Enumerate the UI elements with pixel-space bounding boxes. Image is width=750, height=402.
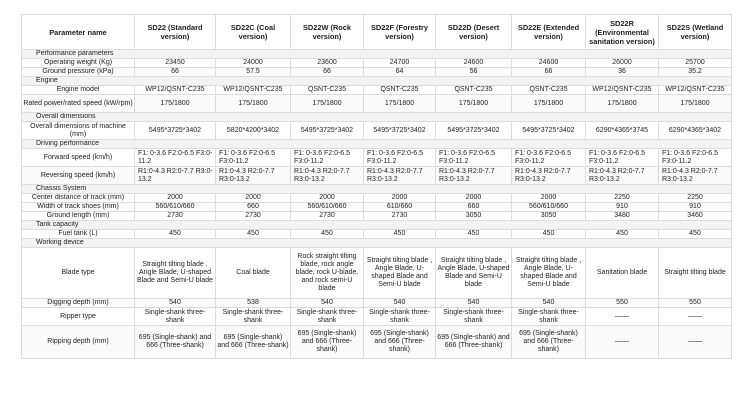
table-row [22,95,732,113]
table-row [22,68,732,77]
value-cell: 175/1800 [364,95,436,113]
section-row [22,140,732,149]
value-cell: 24000 [216,59,291,68]
value-cell: 540 [364,299,436,308]
value-cell: 695 (Single-shank) and 666 (Three-shank) [512,326,586,359]
table-row [22,203,732,212]
section-title: Tank capacity [22,221,732,230]
section-row [22,185,732,194]
value-cell: 3480 [586,212,659,221]
value-cell: —— [586,308,659,326]
value-cell: 2000 [436,194,512,203]
row-label: Forward speed (km/h) [22,149,135,167]
row-label: Engine model [22,86,135,95]
value-cell: 175/1800 [291,95,364,113]
section-title: Performance parameters [22,50,732,59]
value-cell: 66 [291,68,364,77]
value-cell: R1:0-4.3 R2:0-7.7 R3:0-13.2 [364,167,436,185]
table-row [22,299,732,308]
value-cell: Single-shank three-shank [512,308,586,326]
header-cell: SD22C (Coal version) [216,15,291,50]
value-cell: 24600 [436,59,512,68]
value-cell: 23450 [135,59,216,68]
row-label: Ground pressure (kPa) [22,68,135,77]
value-cell: 36 [586,68,659,77]
value-cell: 2250 [586,194,659,203]
value-cell: Straight tilting blade , Angle Blade, U-shaped Blade and Semi-U blade [135,248,216,299]
value-cell: Single-shank three-shank [135,308,216,326]
value-cell: 2730 [135,212,216,221]
section-title: Driving performance [22,140,732,149]
value-cell: 175/1800 [659,95,732,113]
value-cell: 660 [436,203,512,212]
value-cell: 64 [364,68,436,77]
value-cell: 538 [216,299,291,308]
value-cell: 35.2 [659,68,732,77]
value-cell: 2000 [512,194,586,203]
header-row [22,15,732,50]
value-cell: 695 (Single-shank) and 666 (Three-shank) [364,326,436,359]
value-cell: —— [659,308,732,326]
value-cell: Single-shank three-shank [216,308,291,326]
row-label: Ground length (mm) [22,212,135,221]
value-cell: 24700 [364,59,436,68]
table-row [22,167,732,185]
value-cell: Rock straight tilting blade, rock angle blade, rock U-blade, and rock semi-U blade [291,248,364,299]
value-cell: 2730 [216,212,291,221]
value-cell: 175/1800 [512,95,586,113]
table-row [22,212,732,221]
section-title: Engine [22,77,732,86]
table-row [22,326,732,359]
value-cell: WP12/QSNT-C235 [135,86,216,95]
value-cell: 57.5 [216,68,291,77]
value-cell: 2730 [364,212,436,221]
value-cell: 175/1800 [586,95,659,113]
table-row [22,230,732,239]
value-cell: F1: 0-3.6 F2:0-6.5 F3:0-11.2 [659,149,732,167]
value-cell: 5495*3725*3402 [291,122,364,140]
header-cell: SD22 (Standard version) [135,15,216,50]
value-cell: 450 [659,230,732,239]
value-cell: R1:0-4.3 R2:0-7.7 R3:0-13.2 [586,167,659,185]
value-cell: Single-shank three-shank [291,308,364,326]
header-cell: SD22R (Environmental sanitation version) [586,15,659,50]
value-cell: Sanitation blade [586,248,659,299]
value-cell: 2000 [291,194,364,203]
value-cell: 2000 [364,194,436,203]
table-row [22,59,732,68]
value-cell: QSNT-C235 [436,86,512,95]
value-cell: 24600 [512,59,586,68]
value-cell: 560/610/660 [135,203,216,212]
value-cell: 175/1800 [216,95,291,113]
value-cell: 6290*4365*3402 [659,122,732,140]
value-cell: 540 [436,299,512,308]
value-cell: —— [586,326,659,359]
value-cell: 66 [135,68,216,77]
value-cell: Straight tilting blade [659,248,732,299]
value-cell: 695 (Single-shank) and 666 (Three-shank) [135,326,216,359]
value-cell: 6290*4365*3745 [586,122,659,140]
value-cell: 175/1800 [436,95,512,113]
value-cell: 695 (Single-shank) and 666 (Three-shank) [216,326,291,359]
value-cell: WP12/QSNT-C235 [659,86,732,95]
value-cell: 695 (Single-shank) and 666 (Three-shank) [436,326,512,359]
row-label: Ripping depth (mm) [22,326,135,359]
value-cell: Single-shank three-shank [364,308,436,326]
value-cell: QSNT-C235 [364,86,436,95]
value-cell: R1:0-4.3 R2:0-7.7 R3:0-13.2 [135,167,216,185]
spec-body [22,50,732,359]
value-cell: WP12/QSNT-C235 [586,86,659,95]
spec-table [21,14,732,359]
value-cell: 450 [364,230,436,239]
section-row [22,239,732,248]
row-label: Fuel tank (L) [22,230,135,239]
value-cell: 3050 [436,212,512,221]
value-cell: F1: 0-3.6 F2:0-6.5 F3:0-11.2 [135,149,216,167]
value-cell: 2000 [135,194,216,203]
value-cell: 25700 [659,59,732,68]
row-label: Center distance of track (mm) [22,194,135,203]
value-cell: 450 [512,230,586,239]
value-cell: 175/1800 [135,95,216,113]
value-cell: 450 [291,230,364,239]
row-label: Operating weight (Kg) [22,59,135,68]
value-cell: R1:0-4.3 R2:0-7.7 R3:0-13.2 [291,167,364,185]
header-cell: SD22S (Wetland version) [659,15,732,50]
header-cell: SD22E (Extended version) [512,15,586,50]
value-cell: 450 [135,230,216,239]
table-row [22,194,732,203]
value-cell: 56 [436,68,512,77]
value-cell: Single-shank three-shank [436,308,512,326]
value-cell: 5820*4200*3402 [216,122,291,140]
value-cell: F1: 0-3.6 F2:0-6.5 F3:0-11.2 [586,149,659,167]
value-cell: 66 [512,68,586,77]
value-cell: 2000 [216,194,291,203]
value-cell: 560/610/660 [512,203,586,212]
section-title: Overall dimensions [22,113,732,122]
value-cell: 550 [586,299,659,308]
value-cell: QSNT-C235 [291,86,364,95]
section-row [22,113,732,122]
section-row [22,221,732,230]
value-cell: 560/610/660 [291,203,364,212]
section-title: Chassis System [22,185,732,194]
value-cell: 660 [216,203,291,212]
row-label: Width of track shoes (mm) [22,203,135,212]
value-cell: 540 [291,299,364,308]
value-cell: 5495*3725*3402 [135,122,216,140]
value-cell: 5495*3725*3402 [512,122,586,140]
value-cell: F1: 0-3.6 F2:0-6.5 F3:0-11.2 [512,149,586,167]
header-cell: SD22D (Desert version) [436,15,512,50]
table-row [22,308,732,326]
header-cell: Parameter name [22,15,135,50]
value-cell: 5495*3725*3402 [436,122,512,140]
row-label: Blade type [22,248,135,299]
value-cell: QSNT-C235 [512,86,586,95]
section-title: Working device [22,239,732,248]
row-label: Rated power/rated speed (kW/rpm) [22,95,135,113]
value-cell: WP12/QSNT-C235 [216,86,291,95]
value-cell: 610/660 [364,203,436,212]
row-label: Ripper type [22,308,135,326]
table-row [22,122,732,140]
value-cell: F1: 0-3.6 F2:0-6.5 F3:0-11.2 [436,149,512,167]
value-cell: Straight tilting blade , Angle Blade, U-shaped Blade and Semi-U blade [436,248,512,299]
value-cell: F1: 0-3.6 F2:0-6.5 F3:0-11.2 [364,149,436,167]
value-cell: 2730 [291,212,364,221]
value-cell: 450 [586,230,659,239]
value-cell: R1:0-4.3 R2:0-7.7 R3:0-13.2 [436,167,512,185]
value-cell: 695 (Single-shank) and 666 (Three-shank) [291,326,364,359]
row-label: Overall dimensions of machine (mm) [22,122,135,140]
value-cell: 910 [586,203,659,212]
value-cell: 3460 [659,212,732,221]
value-cell: Coal blade [216,248,291,299]
section-row [22,50,732,59]
value-cell: 450 [216,230,291,239]
value-cell: F1: 0-3.6 F2:0-6.5 F3:0-11.2 [216,149,291,167]
value-cell: R1:0-4.3 R2:0-7.7 R3:0-13.2 [512,167,586,185]
header-cell: SD22F (Forestry version) [364,15,436,50]
value-cell: 450 [436,230,512,239]
value-cell: R1:0-4.3 R2:0-7.7 R3:0-13.2 [659,167,732,185]
value-cell: 540 [512,299,586,308]
value-cell: Straight tilting blade , Angle Blade, U-shaped Blade and Semi-U blade [512,248,586,299]
value-cell: R1:0-4.3 R2:0-7.7 R3:0-13.2 [216,167,291,185]
value-cell: F1: 0-3.6 F2:0-6.5 F3:0-11.2 [291,149,364,167]
value-cell: 2250 [659,194,732,203]
header-cell: SD22W (Rock version) [291,15,364,50]
table-row [22,248,732,299]
value-cell: 540 [135,299,216,308]
value-cell: —— [659,326,732,359]
table-row [22,149,732,167]
value-cell: 3050 [512,212,586,221]
value-cell: 910 [659,203,732,212]
value-cell: Straight tilting blade , Angle Blade, U-shaped Blade and Semi-U blade [364,248,436,299]
value-cell: 5495*3725*3402 [364,122,436,140]
section-row [22,77,732,86]
value-cell: 23600 [291,59,364,68]
row-label: Digging depth (mm) [22,299,135,308]
table-row [22,86,732,95]
value-cell: 26000 [586,59,659,68]
value-cell: 550 [659,299,732,308]
row-label: Reversing speed (km/h) [22,167,135,185]
